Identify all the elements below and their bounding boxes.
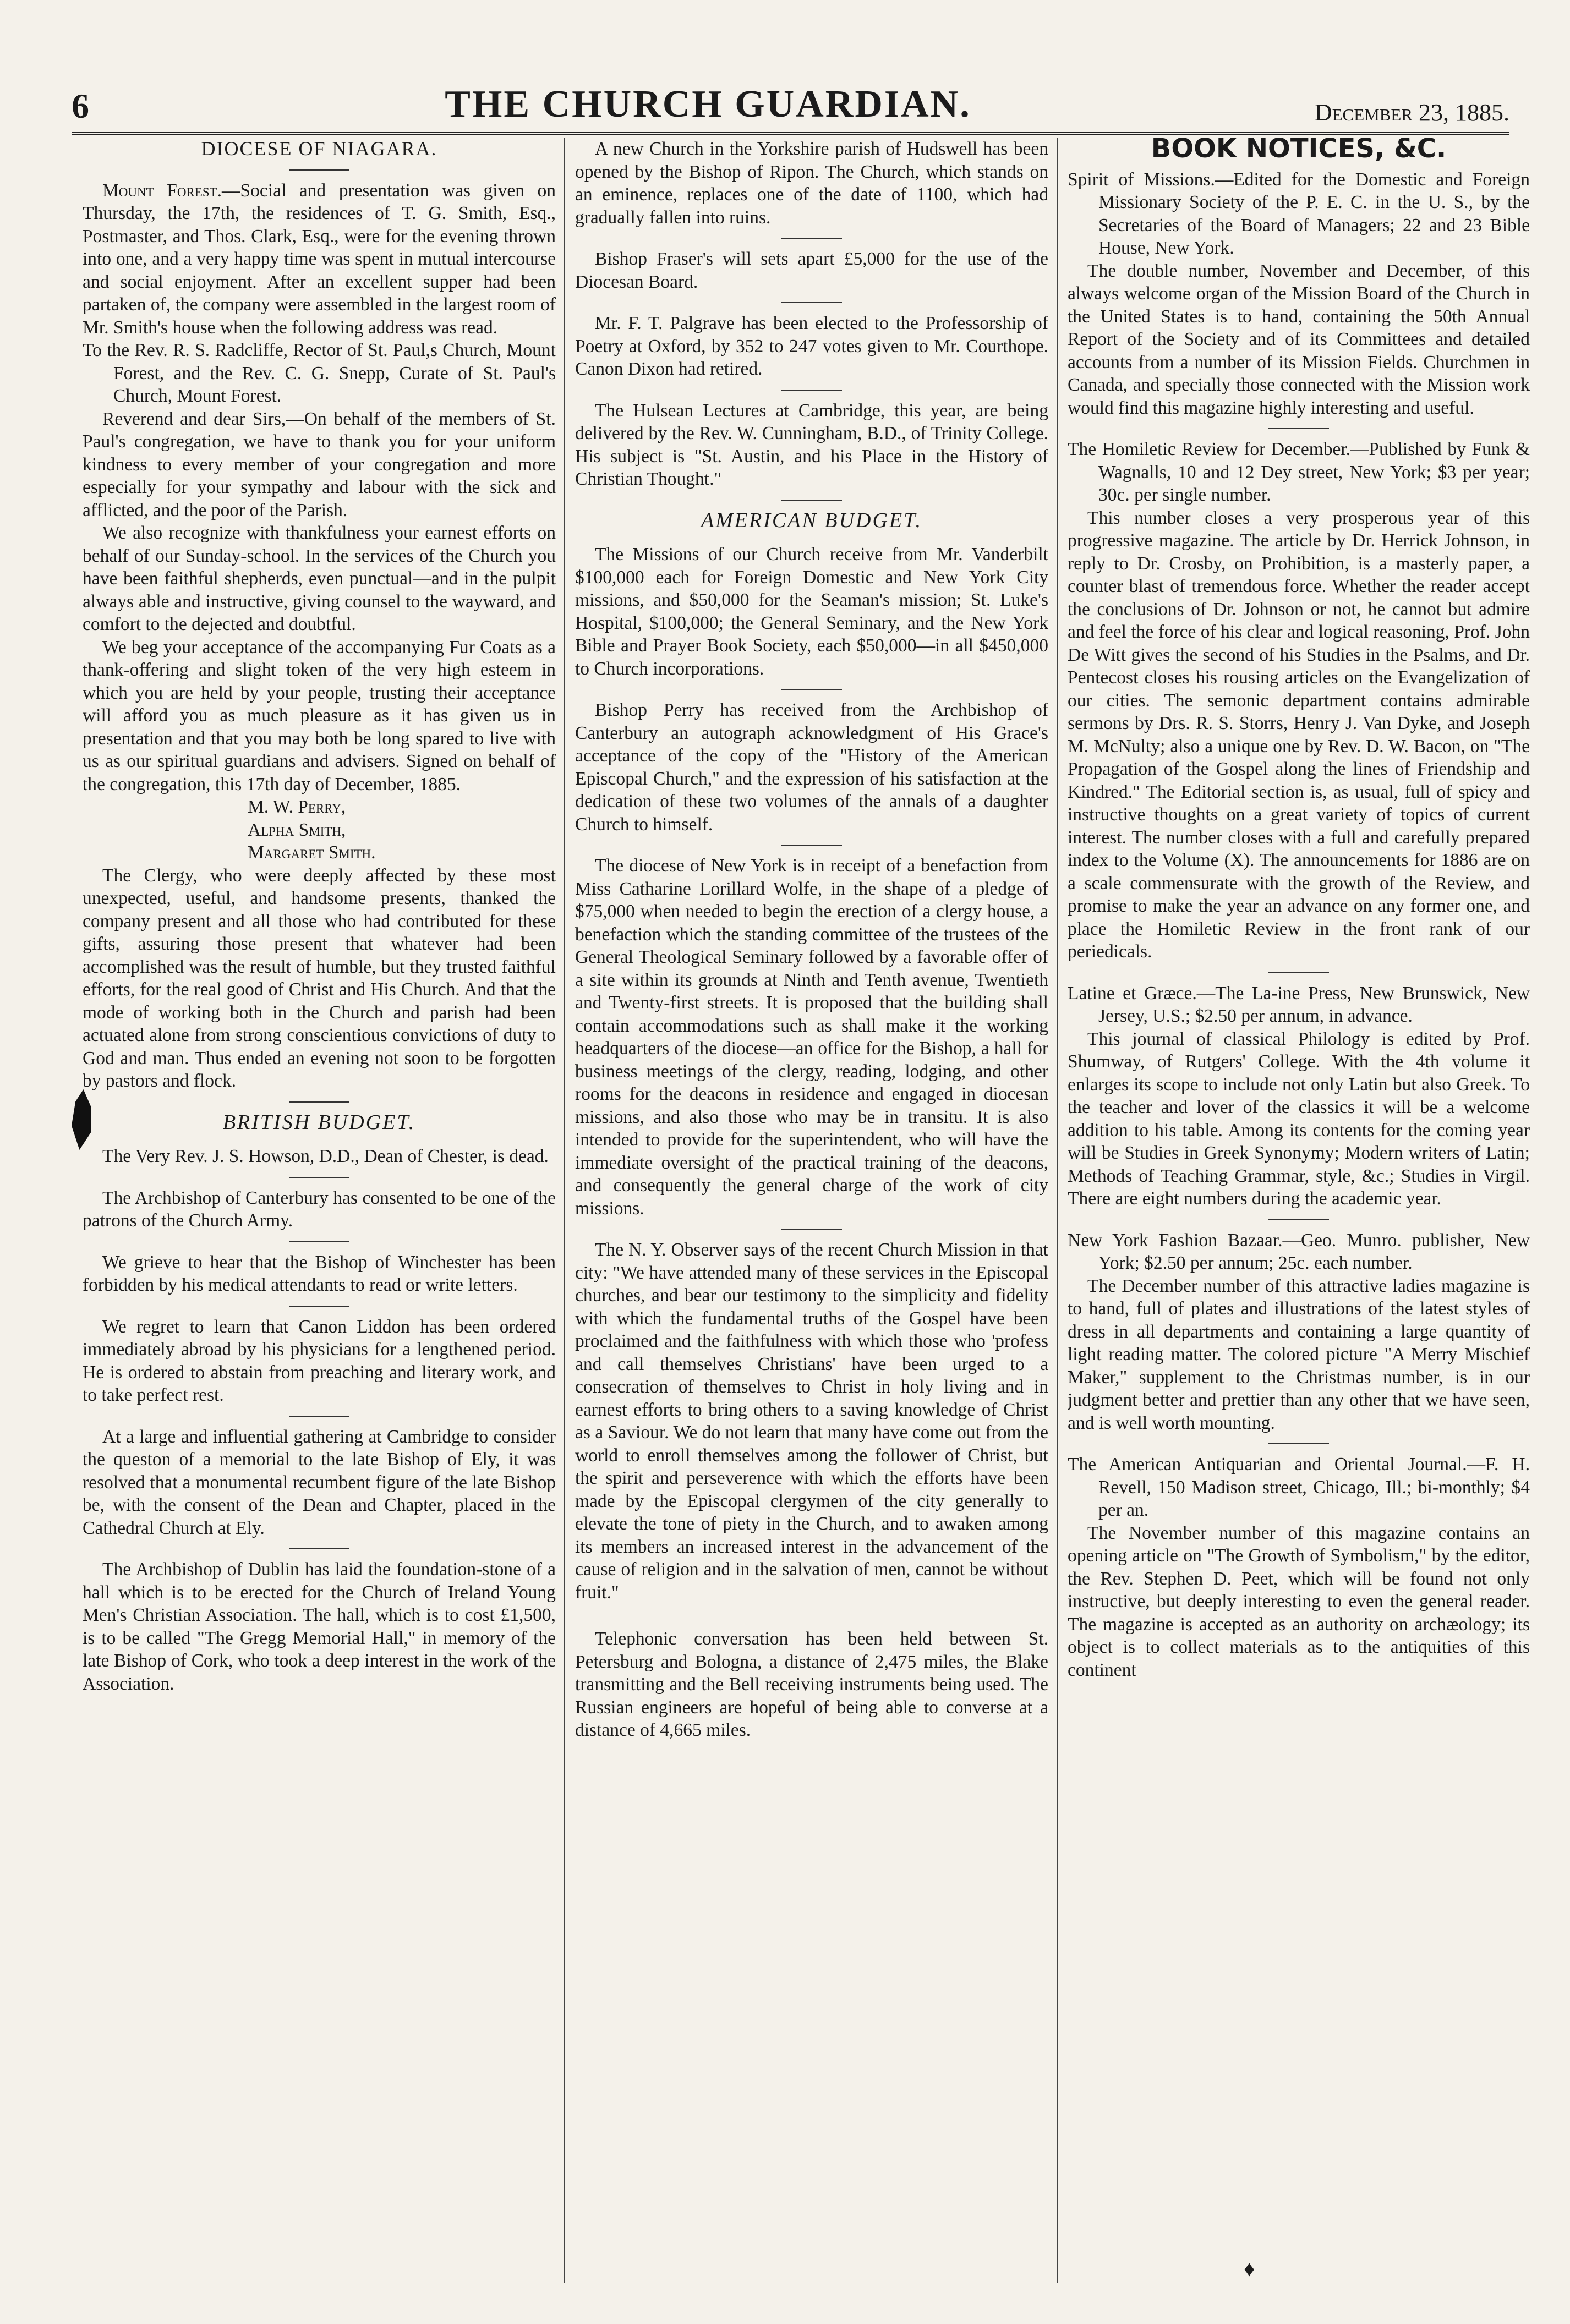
separator (289, 1548, 349, 1549)
lead-in: Mount Forest. (102, 180, 222, 201)
news-item: Bishop Fraser's will sets apart £5,000 for the use of the Diocesan Board. (575, 249, 1048, 292)
separator (781, 689, 842, 690)
article-paragraph: We also recognize with thankfulness your earnest efforts on behalf of our Sunday-school. In the services of the Church you have been faithful shepherds, even punctual—and in the pulpit always able and instructive, giving counsel to the wayward, and comfort to the dejected and doubtful. (83, 523, 556, 634)
section-heading-book-notices: BOOK NOTICES, &C. (1151, 138, 1447, 164)
ink-mark: ♦ (1244, 2256, 1255, 2281)
news-item: A new Church in the Yorkshire parish of Hudswell has been opened by the Bishop of Ripon. The Church, which stands on an eminence, replaces one of the date of 1100, which had gradually fallen into ruins. (575, 139, 1048, 228)
article-paragraph: Reverend and dear Sirs,—On behalf of the members of St. Paul's congregation, we have to thank you for your uniform kindness to every member of your congregation and more especially for your sympathy and labour with the sick and afflicted, and the poor of the Parish. (83, 408, 556, 520)
separator (781, 390, 842, 391)
notice-heading: The Homiletic Review for December.—Published by Funk & Wagnalls, 10 and 12 Dey street, New York; $3 per year; 30c. per single number. (1068, 439, 1530, 505)
news-item: At a large and influential gathering at Cambridge to consider the queston of a memorial to the late Bishop of Ely, it was resolved that a monumental recumbent figure of the late Bishop be, with the consent of the Dean and Chapter, placed in the Cathedral Church at Ely. (83, 1426, 556, 1538)
separator (1268, 428, 1329, 429)
column-middle (575, 138, 1048, 2305)
double-separator (746, 1615, 878, 1616)
issue-date: December 23, 1885. (1314, 99, 1509, 126)
separator (781, 1229, 842, 1230)
news-item: The diocese of New York is in receipt of a benefaction from Miss Catharine Lorillard Wolfe, in the shape of a pledge of $75,000 when needed to begin the erection of a clergy house, a benefaction which the standing committee of the trustees of the General Theological Seminary followed by a favorable offer of a site within its grounds at Ninth and Tenth avenue, Twentieth and Twenty-first streets. It is proposed that the building shall contain accommodations such as shall make it the working headquarters of the diocese—an office for the Bishop, a hall for business meetings of the clergy, reading, lodging, and other rooms for the deacons in residence and engaged in diocesan missions, and also those who may be in transitu. It is also intended to provide for the superintendent, who will have the immediate oversight of the practical training of the deacons, and consequently the general charge of the work of city missions. (575, 856, 1048, 1219)
separator (1268, 972, 1329, 973)
page-number: 6 (72, 86, 89, 125)
column-rule-1 (564, 138, 565, 2283)
separator (289, 1177, 349, 1178)
notice-heading: Latine et Græce.—The La-ine Press, New Brunswick, New Jersey, U.S.; $2.50 per annum, in advance. (1068, 983, 1530, 1026)
signature-line: M. W. Perry, (248, 797, 346, 817)
newspaper-title: THE CHURCH GUARDIAN. (445, 83, 971, 125)
signature-line: Margaret Smith. (248, 842, 376, 863)
news-item: Bishop Perry has received from the Archbishop of Canterbury an autograph acknowledgment of His Grace's acceptance of the copy of the "History of the American Episcopal Church," and the expression of his satisfaction at the dedication of these two volumes of the annals of a daughter Church to himself. (575, 700, 1048, 835)
section-heading-british: BRITISH BUDGET. (222, 1110, 416, 1134)
section-heading-american: AMERICAN BUDGET. (701, 508, 922, 532)
signature-line: Alpha Smith, (248, 819, 346, 840)
news-item: The Missions of our Church receive from Mr. Vanderbilt $100,000 each for Foreign Domestic and New York City missions, and $50,000 for the Seaman's mission; St. Luke's Hospital, $100,000; the General Seminary, and the New York Bible and Prayer Book Society, each $50,000—in all $450,000 to Church incorporations. (575, 544, 1048, 679)
column-rule-2 (1057, 138, 1058, 2283)
article-paragraph: We beg your acceptance of the accompanying Fur Coats as a thank-offering and slight token of the very high esteem in which you are held by your people, trusting their acceptance will afford you as much pleasure as it has given us in presentation and that you may both be long spared to live with us as our spiritual guardians and advisers. Signed on behalf of the congregation, this 17th day of December, 1885. (83, 637, 556, 794)
separator (781, 500, 842, 501)
news-item: We regret to learn that Canon Liddon has been ordered immediately abroad by his physicians for a lengthened period. He is ordered to abstain from preaching and literary work, and to take perfect rest. (83, 1316, 556, 1405)
separator (289, 1306, 349, 1307)
masthead (72, 83, 1509, 135)
separator (781, 845, 842, 846)
separator (1268, 1443, 1329, 1444)
article-paragraph: Mount Forest.—Social and presentation was given on Thursday, the 17th, the residences of T. G. Smith, Esq., Postmaster, and Thos. Clark, Esq., were for the evening thrown into one, and a very happy time was spent in mutual intercourse and social enjoyment. After an excellent supper had been partaken of, the company were assembled in the largest room of Mr. Smith's house when the following address was read. (83, 180, 556, 338)
news-item: The Very Rev. J. S. Howson, D.D., Dean of Chester, is dead. (102, 1146, 549, 1166)
notice-heading: The American Antiquarian and Oriental Journal.—F. H. Revell, 150 Madison street, Chicago, Ill.; bi-monthly; $4 per an. (1068, 1454, 1530, 1520)
notice-body: The December number of this attractive ladies magazine is to hand, full of plates and illustrations of the latest styles of dress in all departments and containing a large quantity of light reading matter. The colored picture "A Merry Mischief Maker," supplement to the Christmas number, is in our judgment better and prettier than any other that we have seen, and is well worth mounting. (1068, 1275, 1530, 1433)
column-left (83, 138, 556, 2305)
separator (781, 238, 842, 239)
separator (781, 302, 842, 303)
news-item: The Archbishop of Dublin has laid the foundation-stone of a hall which is to be erected for the Church of Ireland Young Men's Christian Association. The hall, which is to cost £1,500, is to be called "The Gregg Memorial Hall," in memory of the late Bishop of Cork, who took a deep interest in the work of the Association. (83, 1559, 556, 1694)
column-right (1068, 138, 1530, 2305)
notice-heading: New York Fashion Bazaar.—Geo. Munro. publisher, New York; $2.50 per annum; 25c. each number. (1068, 1230, 1530, 1273)
article-paragraph: The Clergy, who were deeply affected by these most unexpected, useful, and handsome presents, thanked the company present and all those who had contributed for these gifts, assuring those present that whatever had been accomplished was the result of humble, but they trusted faithful efforts, for the real good of Christ and His Church. And that the mode of working both in the Church and parish had been actuated alone from strong conscientious convictions of duty to God and man. Thus ended an evening not soon to be forgotten by pastors and flock. (83, 865, 556, 1091)
separator (289, 1101, 349, 1103)
notice-body: This journal of classical Philology is edited by Prof. Shumway, of Rutgers' College. With the 4th volume it enlarges its scope to include not only Latin but also Greek. To the teacher and lover of the classics it will be a welcome addition to his table. Among its contents for the coming year will be Studies in Greek Synonymy; Modern writers of Latin; Methods of Teaching Grammar, style, &c.; Studies in Virgil. There are eight numbers during the academic year. (1068, 1028, 1530, 1209)
separator (289, 1241, 349, 1242)
address-recipient: To the Rev. R. S. Radcliffe, Rector of St. Paul,s Church, Mount Forest, and the Rev. C. G. Snepp, Curate of St. Paul's Church, Mount Forest. (83, 340, 556, 406)
news-item: Mr. F. T. Palgrave has been elected to the Professorship of Poetry at Oxford, by 352 to 247 votes given to Mr. Courthope. Canon Dixon had retired. (575, 313, 1048, 379)
news-item: The N. Y. Observer says of the recent Church Mission in that city: "We have attended many of these services in the Episcopal churches, and bear our testimony to the simplicity and fidelity with which the fundamental truths of the Gospel have been proclaimed and the faithfulness with which those who 'profess and call themselves Christians' have been urged to a consecration of themselves to Christ in holy living and in earnest efforts to bring others to a saving knowledge of Christ as a Saviour. We do not learn that many have come out from the world to enroll themselves among the follower of Christ, but the spirit and perseverence with which the efforts have been made by the Episcopal clergymen of the city generally to elevate the tone of piety in the Church, and to awaken among its members an increased interest in the advancement of the cause of religion and in the salvation of men, cannot be without fruit." (575, 1240, 1048, 1603)
news-item: We grieve to hear that the Bishop of Winchester has been forbidden by his medical attendants to read or write letters. (83, 1252, 556, 1295)
separator (1268, 1219, 1329, 1220)
news-item: The Archbishop of Canterbury has consented to be one of the patrons of the Church Army. (83, 1187, 556, 1231)
notice-body: This number closes a very prosperous year of this progressive magazine. The article by Dr. Herrick Johnson, in reply to Dr. Crosby, on Prohibition, is a masterly paper, a counter blast of tremendous force. Whether the reader accept the conclusions of Dr. Johnson or not, he cannot but admire and feel the force of his clear and logical reasoning, Prof. John De Witt gives the second of his Studies in the Psalms, and Dr. Pentecost closes his rousing articles on the Evangelization of our cities. The semonic department contains admirable sermons by Drs. R. S. Storrs, Henry J. Van Dyke, and Joseph M. McNulty; also a unique one by Rev. D. W. Bacon, on "The Propagation of the Gospel along the lines of Friendship and Kindred." The Editorial section is, as usual, full of spicy and instructive thoughts on a great variety of topics of current interest. The number closes with a full and carefully prepared index to the Volume (X). The announcements for 1886 are on a scale commensurate with the growth of the Review, and promise to make the year an advance on any former one, and place the Homiletic Review in the front rank of our periedicals. (1068, 507, 1530, 962)
separator (289, 1416, 349, 1417)
notice-heading: Spirit of Missions.—Edited for the Domestic and Foreign Missionary Society of the P. E. C. in the U. S., by the Secretaries of the Board of Managers; 22 and 23 Bible House, New York. (1068, 169, 1530, 258)
news-item: Telephonic conversation has been held between St. Petersburg and Bologna, a distance of 2,475 miles, the Blake transmitting and the Bell receiving instruments being used. The Russian engineers are hopeful of being able to converse at a distance of 4,665 miles. (575, 1629, 1048, 1740)
notice-body: The double number, November and December, of this always welcome organ of the Mission Board of the Church in the United States is to hand, containing the 50th Annual Report of the Society and of its Committees and detailed accounts from a number of its Mission Fields. Churchmen in Canada, and specially those connected with the Mission work would find this magazine highly interesting and useful. (1068, 260, 1530, 418)
news-item: The Hulsean Lectures at Cambridge, this year, are being delivered by the Rev. W. Cunningham, B.D., of Trinity College. His subject is "St. Austin, and his Place in the History of Christian Thought." (575, 400, 1048, 489)
section-heading-niagara: DIOCESE OF NIAGARA. (201, 138, 437, 160)
notice-body: The November number of this magazine contains an opening article on "The Growth of Symbolism," by the editor, the Rev. Stephen D. Peet, which will be found not only instructive, but deeply interesting to even the general reader. The magazine is accepted as an authority on archæology; its object is to collect materials as to the antiquities of this continent (1068, 1522, 1530, 1680)
separator (289, 169, 349, 171)
